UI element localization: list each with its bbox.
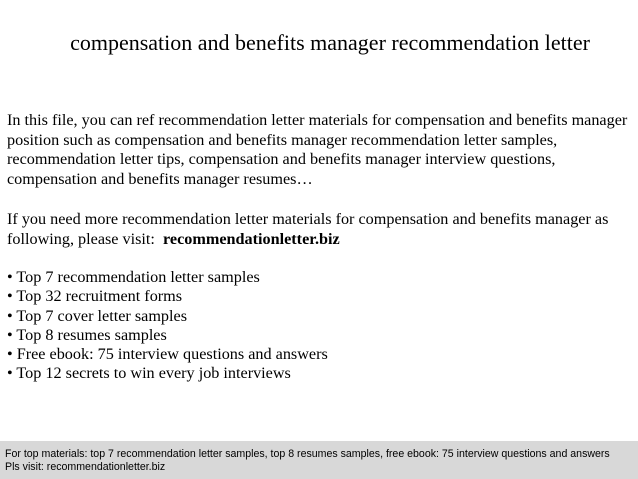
list-item: • Top 7 recommendation letter samples xyxy=(7,268,260,286)
more-paragraph xyxy=(7,210,633,249)
footer-line-1: For top materials: top 7 recommendation letter samples, top 8 resumes samples, free ebook: 75 interview questions and answers xyxy=(5,448,610,460)
resource-list xyxy=(7,268,633,384)
website-link[interactable]: recommendationletter.biz xyxy=(163,229,340,248)
footer-line-2: Pls visit: recommendationletter.biz xyxy=(5,461,166,473)
list-item: • Top 8 resumes samples xyxy=(7,325,167,344)
list-item: • Top 32 recruitment forms xyxy=(7,287,183,306)
page-title: compensation and benefits manager recommendation letter xyxy=(70,30,590,55)
intro-paragraph: In this file, you can ref recommendation letter materials for compensation and benefits manager position such as compensation and benefits manager recommendation letter samples, recommendation letter tips, compensation and benefits manager interview questions, compensation and benefits manager resumes… xyxy=(7,111,628,188)
list-item: • Free ebook: 75 interview questions and answers xyxy=(7,345,328,364)
list-item: • Top 12 secrets to win every job interviews xyxy=(7,364,291,383)
more-text: If you need more recommendation letter materials for compensation and benefits manager as following, please visit: xyxy=(7,210,609,248)
footer-bar xyxy=(0,441,638,479)
list-item: • Top 7 cover letter samples xyxy=(7,306,187,325)
